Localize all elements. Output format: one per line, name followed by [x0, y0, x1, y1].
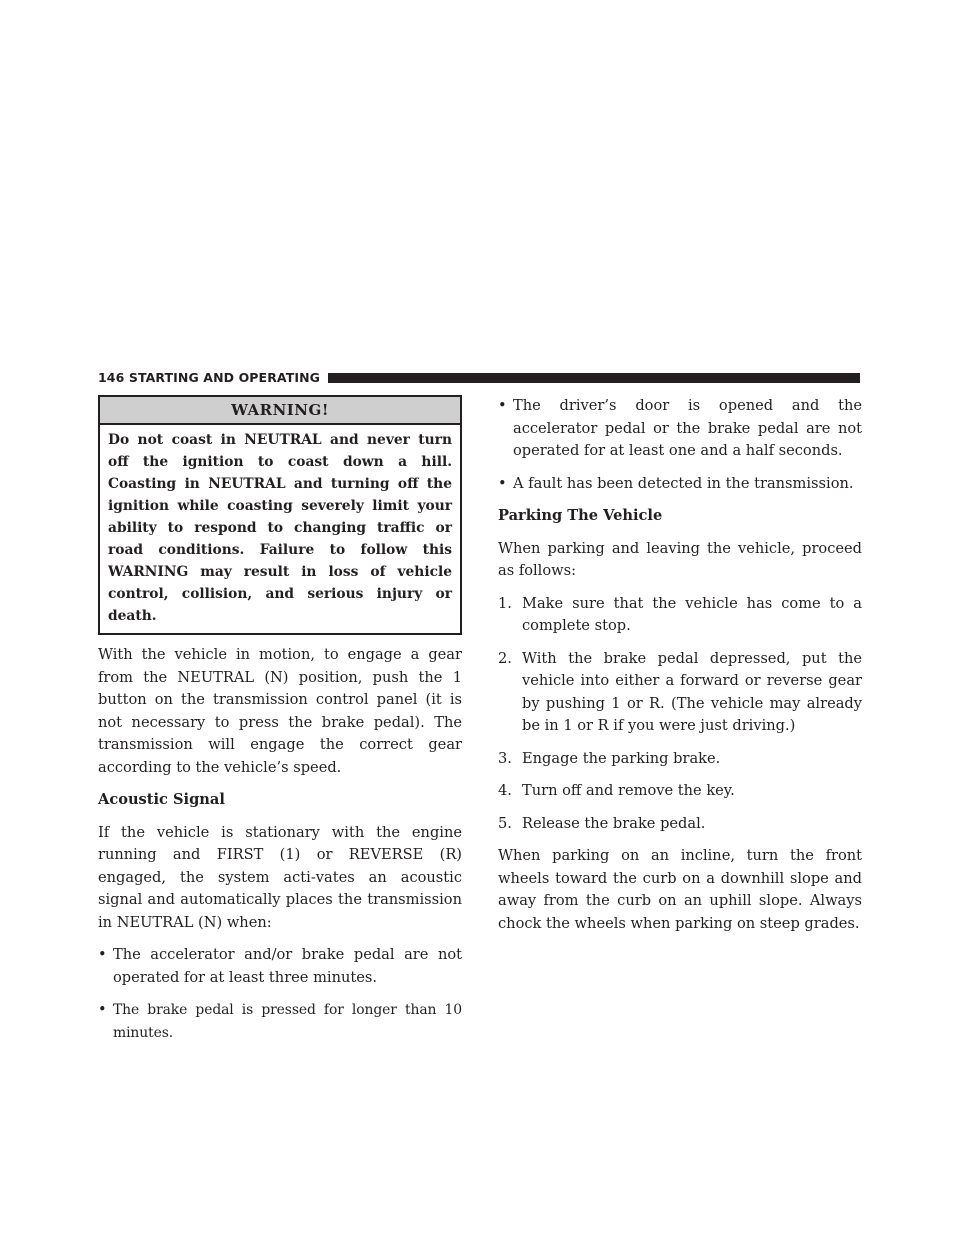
- step-item: [498, 593, 862, 638]
- parking-intro-paragraph: When parking and leaving the vehicle, proceed as follows:: [498, 539, 862, 579]
- step-item: [498, 780, 862, 803]
- step-text: Make sure that the vehicle has come to a complete stop.: [522, 594, 862, 634]
- step-text: Release the brake pedal.: [522, 814, 706, 832]
- bullet-icon: •: [498, 474, 507, 492]
- step-item: [498, 648, 862, 738]
- page-header: [98, 369, 860, 386]
- list-item: [98, 999, 462, 1044]
- warning-body: Do not coast in NEUTRAL and never turn off the ignition to coast down a hill. Coasting in NEUTRAL and turning off the ignition while coasting severely limit your ability to respond to changing traffic or road conditions. Failure to follow this WARNING may result in loss of vehicle control, collision, and serious injury or death.: [108, 432, 452, 624]
- page-number: 146: [98, 370, 125, 385]
- step-text: Engage the parking brake.: [522, 749, 721, 767]
- header-rule: [328, 373, 860, 383]
- list-item-text: The brake pedal is pressed for longer than 10 minutes.: [113, 1002, 462, 1041]
- list-item: [98, 944, 462, 989]
- list-item-text: A fault has been detected in the transmission.: [513, 474, 854, 492]
- step-item: [498, 813, 862, 836]
- section-title: STARTING AND OPERATING: [128, 370, 321, 385]
- step-number: 1.: [498, 594, 512, 612]
- gear-engage-paragraph: With the vehicle in motion, to engage a gear from the NEUTRAL (N) position, push the 1 button on the transmission control panel (it is not necessary to press the brake pedal). The transmission will engage the correct gear according to the vehicle’s speed.: [98, 646, 462, 776]
- step-number: 4.: [498, 782, 512, 799]
- step-number: 5.: [498, 814, 512, 832]
- bullet-icon: •: [98, 946, 107, 963]
- list-item-text: The driver’s door is opened and the accelerator pedal or the brake pedal are not operated for at least one and a half seconds.: [513, 397, 862, 459]
- list-item-text: The accelerator and/or brake pedal are not operated for at least three minutes.: [113, 946, 462, 986]
- step-text: Turn off and remove the key.: [522, 782, 735, 799]
- step-number: 2.: [498, 649, 512, 667]
- acoustic-signal-paragraph: If the vehicle is stationary with the engine running and FIRST (1) or REVERSE (R) engaged, the system acti-vates an acoustic signal and automatically places the transmission in NEUTRAL (N) when:: [98, 823, 462, 931]
- list-item: [498, 473, 862, 496]
- step-text: With the brake pedal depressed, put the vehicle into either a forward or reverse gear by pushing 1 or R. (The vehicle may already be in 1 or R if you were just driving.): [522, 649, 862, 734]
- incline-paragraph: When parking on an incline, turn the front wheels toward the curb on a downhill slope and away from the curb on an uphill slope. Always chock the wheels when parking on steep grades.: [498, 847, 862, 932]
- right-column: [498, 395, 862, 945]
- acoustic-signal-heading: Acoustic Signal: [98, 791, 225, 808]
- step-number: 3.: [498, 749, 512, 767]
- list-item: [498, 395, 862, 463]
- bullet-icon: •: [498, 397, 507, 414]
- warning-title: WARNING!: [100, 397, 460, 425]
- step-item: [498, 748, 862, 771]
- header-label: [98, 370, 320, 385]
- bullet-icon: •: [98, 1001, 107, 1018]
- parking-heading: Parking The Vehicle: [498, 507, 663, 524]
- warning-box: [98, 395, 462, 635]
- left-column: [98, 395, 462, 1054]
